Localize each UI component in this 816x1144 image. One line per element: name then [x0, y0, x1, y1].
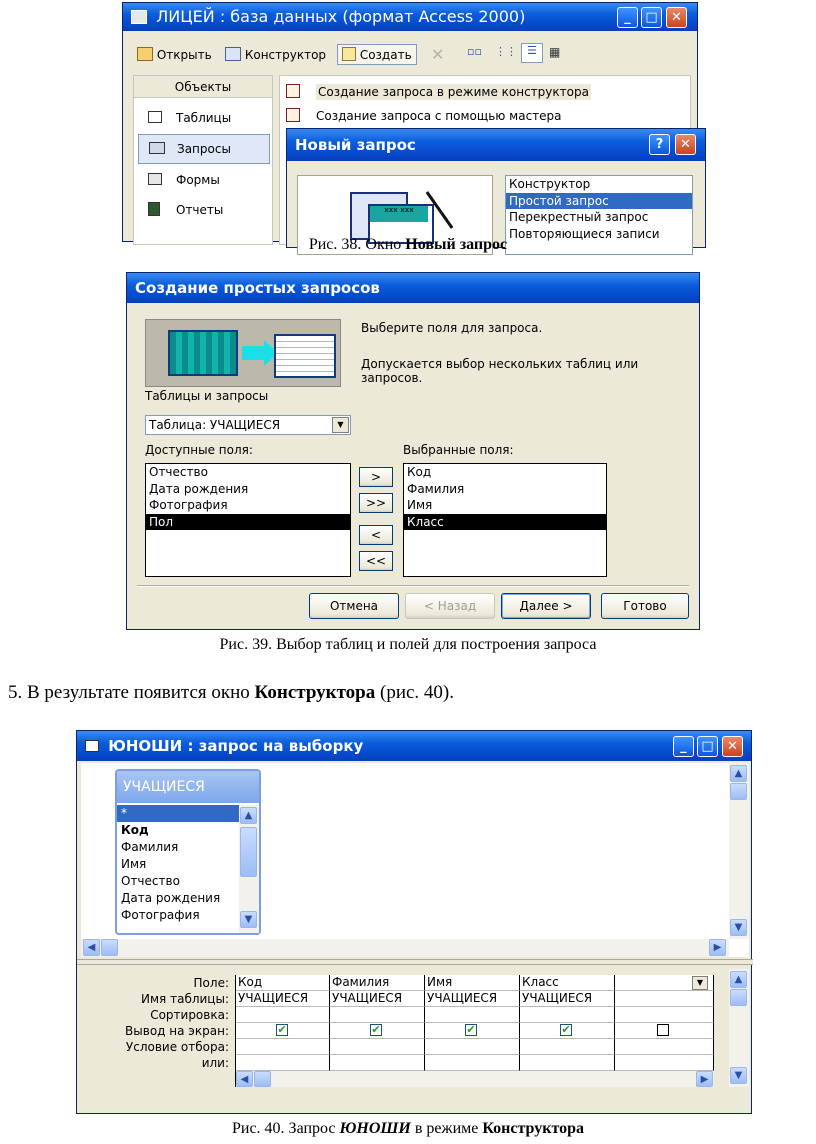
scroll-thumb[interactable]	[730, 783, 747, 800]
design-button[interactable]	[225, 47, 326, 62]
objects-item-queries[interactable]	[138, 134, 270, 164]
show-checkbox[interactable]: ✔	[371, 1023, 381, 1036]
field-item[interactable]: Отчество	[121, 874, 180, 888]
result-table-icon	[274, 334, 336, 378]
query-item-label: Создание запроса с помощью мастера	[316, 109, 562, 123]
caption-text: Рис. 40. Запрос	[231, 1120, 340, 1137]
grid-sort-cell[interactable]	[615, 1007, 714, 1023]
maximize-button[interactable]: □	[697, 736, 718, 757]
new-query-titlebar[interactable]	[287, 129, 705, 161]
simple-query-wizard	[126, 272, 700, 630]
query-design-window	[76, 730, 752, 1114]
scroll-left-icon[interactable]: ◀	[236, 1071, 253, 1087]
maximize-button[interactable]: □	[641, 7, 662, 28]
grid-or-cell[interactable]	[236, 1055, 330, 1071]
scroll-down-icon[interactable]: ▼	[240, 911, 257, 928]
grid-sort-cell[interactable]	[425, 1007, 520, 1023]
remove-field-button[interactable]: <	[359, 525, 393, 545]
minimize-button[interactable]: _	[617, 7, 638, 28]
paragraph-text: 5. В результате появится окно	[8, 682, 255, 703]
show-checkbox[interactable]: ✔	[561, 1023, 571, 1036]
chevron-down-icon[interactable]: ▼	[692, 976, 708, 990]
design-icon	[225, 47, 241, 61]
objects-item-reports[interactable]	[138, 196, 268, 224]
objects-item-label: Отчеты	[176, 203, 224, 217]
caption-italic: ЮНОШИ	[339, 1120, 411, 1137]
selected-field[interactable]: Фамилия	[407, 481, 465, 496]
open-icon	[137, 47, 153, 61]
help-button[interactable]: ?	[649, 134, 670, 155]
query-icon	[85, 740, 99, 752]
grid-row-label: Имя таблицы:	[141, 992, 229, 1006]
grid-table-cell[interactable]: УЧАЩИЕСЯ	[330, 991, 425, 1007]
grid-or-cell[interactable]	[330, 1055, 425, 1071]
objects-panel	[133, 75, 273, 245]
caption-text-mid: в режиме	[410, 1120, 483, 1137]
field-item-all[interactable]: *	[117, 805, 239, 822]
field-item[interactable]: Фамилия	[121, 840, 179, 854]
remove-all-fields-button[interactable]: <<	[359, 551, 393, 571]
show-checkbox[interactable]: ✔	[277, 1023, 287, 1036]
open-label: Открыть	[156, 48, 212, 62]
figure-39-caption: Рис. 39. Выбор таблиц и полей для построения запроса	[219, 636, 597, 653]
small-icons-view-icon[interactable]: ⋮⋮	[495, 45, 517, 58]
available-fields-label: Доступные поля:	[145, 443, 253, 457]
grid-sort-cell[interactable]	[330, 1007, 425, 1023]
queries-icon	[149, 142, 165, 154]
selected-field[interactable]: Код	[407, 465, 432, 479]
wizard-prompt-1: Выберите поля для запроса.	[361, 321, 543, 335]
db-toolbar	[133, 43, 693, 69]
scroll-down-icon[interactable]: ▼	[730, 1067, 747, 1084]
scroll-down-icon[interactable]: ▼	[730, 919, 747, 936]
grid-show-cell[interactable]	[330, 1023, 425, 1039]
body-paragraph	[8, 682, 454, 704]
grid-field-cell[interactable]: Имя	[425, 975, 520, 991]
grid-table-cell[interactable]	[615, 991, 714, 1007]
scroll-thumb[interactable]	[730, 989, 747, 1006]
available-fields-list	[145, 463, 351, 577]
tables-queries-label: Таблицы и запросы	[145, 389, 269, 403]
grid-show-cell[interactable]	[520, 1023, 615, 1039]
minimize-button[interactable]: _	[673, 736, 694, 757]
grid-row-label: или:	[201, 1056, 229, 1070]
paragraph-text-end: (рис. 40).	[375, 682, 455, 703]
preview-cells	[370, 206, 428, 222]
caption-text: Рис. 38. Окно	[308, 236, 406, 253]
selected-fields-list	[403, 463, 607, 577]
query-item[interactable]	[286, 82, 591, 102]
wizard-title: Создание простых запросов	[135, 279, 380, 297]
caption-bold: Конструктора	[482, 1120, 585, 1137]
delete-icon[interactable]: ✕	[431, 45, 445, 64]
grid-vscroll[interactable]	[729, 969, 749, 1087]
arrow-icon	[242, 346, 266, 360]
available-field[interactable]: Отчество	[149, 465, 208, 479]
grid-criteria-cell[interactable]	[425, 1039, 520, 1055]
new-query-option[interactable]: Повторяющиеся записи	[509, 226, 660, 241]
field-list-scrollbar[interactable]	[239, 805, 259, 933]
grid-row-label: Вывод на экран:	[125, 1024, 229, 1038]
field-list	[117, 805, 239, 924]
grid-field-cell[interactable]: Фамилия	[330, 975, 425, 991]
grid-or-cell[interactable]	[425, 1055, 520, 1071]
scroll-up-icon[interactable]: ▲	[730, 765, 747, 782]
available-field[interactable]: Пол	[146, 514, 350, 531]
grid-field-cell[interactable]: Код	[236, 975, 330, 991]
design-label: Конструктор	[244, 48, 327, 62]
wizard-titlebar[interactable]	[127, 273, 699, 303]
database-window-titlebar[interactable]	[123, 3, 697, 31]
figure-38-caption	[0, 236, 816, 254]
grid-hscroll[interactable]	[236, 1071, 714, 1087]
new-query-dialog	[286, 128, 706, 248]
scroll-thumb[interactable]	[101, 939, 118, 956]
grid-sort-cell[interactable]	[520, 1007, 615, 1023]
new-query-title: Новый запрос	[295, 136, 416, 154]
reports-icon	[148, 202, 160, 216]
query-design-titlebar[interactable]	[77, 731, 751, 761]
caption-bold: Новый запрос	[405, 236, 508, 253]
show-checkbox-unchecked[interactable]	[657, 1024, 669, 1036]
selected-field[interactable]: Класс	[404, 514, 606, 531]
close-button[interactable]: ✕	[675, 134, 696, 155]
available-field[interactable]: Фотография	[149, 498, 228, 512]
field-item[interactable]: Дата рождения	[121, 891, 221, 905]
objects-item-forms[interactable]	[138, 166, 268, 194]
grid-table-cell[interactable]: УЧАЩИЕСЯ	[520, 991, 615, 1007]
wizard-divider	[137, 585, 689, 587]
grid-show-cell[interactable]	[425, 1023, 520, 1039]
grid-show-cell[interactable]	[615, 1023, 714, 1039]
new-query-option[interactable]: Перекрестный запрос	[509, 210, 649, 224]
large-icons-view-icon[interactable]: ▫▫	[467, 45, 482, 58]
database-window-title: ЛИЦЕЙ : база данных (формат Access 2000)	[156, 7, 526, 26]
forms-icon	[148, 173, 162, 185]
scroll-up-icon[interactable]: ▲	[240, 807, 257, 824]
grid-criteria-cell[interactable]	[236, 1039, 330, 1055]
create-label: Создать	[359, 48, 412, 62]
chevron-down-icon[interactable]: ▼	[332, 417, 349, 433]
open-button[interactable]	[137, 47, 212, 62]
grid-field-cell[interactable]: Класс	[520, 975, 615, 991]
paragraph-bold: Конструктора	[254, 682, 376, 703]
field-item[interactable]: Фотография	[121, 908, 200, 922]
table-select-value: Таблица: УЧАЩИЕСЯ	[149, 418, 281, 432]
scroll-right-icon[interactable]: ▶	[709, 939, 726, 956]
scroll-thumb[interactable]	[254, 1071, 271, 1087]
database-icon	[131, 10, 147, 24]
grid-or-cell[interactable]	[520, 1055, 615, 1071]
table-field-list-title: УЧАЩИЕСЯ	[117, 771, 259, 803]
query-design-title: ЮНОШИ : запрос на выборку	[108, 737, 364, 755]
query-wizard-icon	[286, 108, 300, 122]
grid-or-cell[interactable]	[615, 1055, 714, 1071]
scroll-left-icon[interactable]: ◀	[83, 939, 100, 956]
pane-splitter[interactable]	[77, 959, 753, 965]
grid-show-cell[interactable]	[236, 1023, 330, 1039]
back-button[interactable]: < Назад	[405, 593, 495, 619]
grid-criteria-cell[interactable]	[615, 1039, 714, 1055]
table-pane-hscroll[interactable]	[81, 939, 729, 957]
grid-row-labels	[81, 975, 229, 1071]
new-query-option[interactable]: Конструктор	[509, 177, 591, 191]
grid-table-cell[interactable]: УЧАЩИЕСЯ	[236, 991, 330, 1007]
source-tables-icon	[168, 330, 238, 376]
add-all-fields-button[interactable]: >>	[359, 493, 393, 513]
wizard-illustration	[145, 319, 341, 387]
close-button[interactable]: ✕	[722, 736, 743, 757]
scroll-thumb[interactable]	[240, 827, 257, 877]
scroll-right-icon[interactable]: ▶	[696, 1071, 713, 1087]
close-button[interactable]: ✕	[666, 7, 687, 28]
create-button[interactable]	[337, 44, 417, 65]
design-grid	[235, 975, 713, 1087]
objects-item-label: Таблицы	[176, 111, 232, 125]
field-item-key[interactable]: Код	[121, 823, 149, 837]
table-pane-vscroll[interactable]	[729, 763, 749, 939]
wizard-prompt-2: Допускается выбор нескольких таблиц или запросов.	[361, 357, 639, 385]
grid-row-label: Сортировка:	[150, 1008, 229, 1022]
grid-row-label: Условие отбора:	[125, 1040, 229, 1054]
grid-row-label: Поле:	[193, 976, 229, 990]
field-item[interactable]: Имя	[121, 857, 147, 871]
design-grid-pane	[81, 969, 749, 1111]
grid-table-cell[interactable]: УЧАЩИЕСЯ	[425, 991, 520, 1007]
next-button[interactable]: Далее >	[501, 593, 591, 619]
figure-38	[122, 2, 706, 241]
query-item-label: Создание запроса в режиме конструктора	[318, 85, 589, 99]
scroll-up-icon[interactable]: ▲	[730, 971, 747, 988]
query-item[interactable]	[286, 106, 562, 126]
table-pane	[81, 763, 749, 957]
new-query-option[interactable]: Простой запрос	[506, 193, 692, 210]
details-view-icon[interactable]: ▦	[549, 45, 561, 59]
available-field[interactable]: Дата рождения	[149, 481, 249, 496]
grid-criteria-cell[interactable]	[520, 1039, 615, 1055]
selected-field[interactable]: Имя	[407, 498, 433, 512]
grid-sort-cell[interactable]	[236, 1007, 330, 1023]
finish-button[interactable]: Готово	[601, 593, 689, 619]
objects-item-label: Формы	[176, 173, 220, 187]
objects-item-tables[interactable]	[138, 104, 268, 132]
list-view-icon[interactable]: ☰	[521, 43, 543, 63]
preview-cells-text: xxx xxx	[384, 206, 414, 214]
table-select[interactable]	[145, 415, 351, 435]
figure-40-caption	[0, 1120, 816, 1138]
objects-item-label: Запросы	[177, 142, 231, 156]
table-field-list[interactable]	[115, 769, 261, 935]
objects-header: Объекты	[134, 76, 272, 98]
cancel-button[interactable]: Отмена	[309, 593, 399, 619]
selected-fields-label: Выбранные поля:	[403, 443, 514, 457]
tables-icon	[148, 111, 162, 123]
query-wizard-icon	[286, 84, 300, 98]
show-checkbox[interactable]: ✔	[466, 1023, 476, 1036]
add-field-button[interactable]: >	[359, 467, 393, 487]
grid-criteria-cell[interactable]	[330, 1039, 425, 1055]
create-icon	[342, 47, 356, 61]
